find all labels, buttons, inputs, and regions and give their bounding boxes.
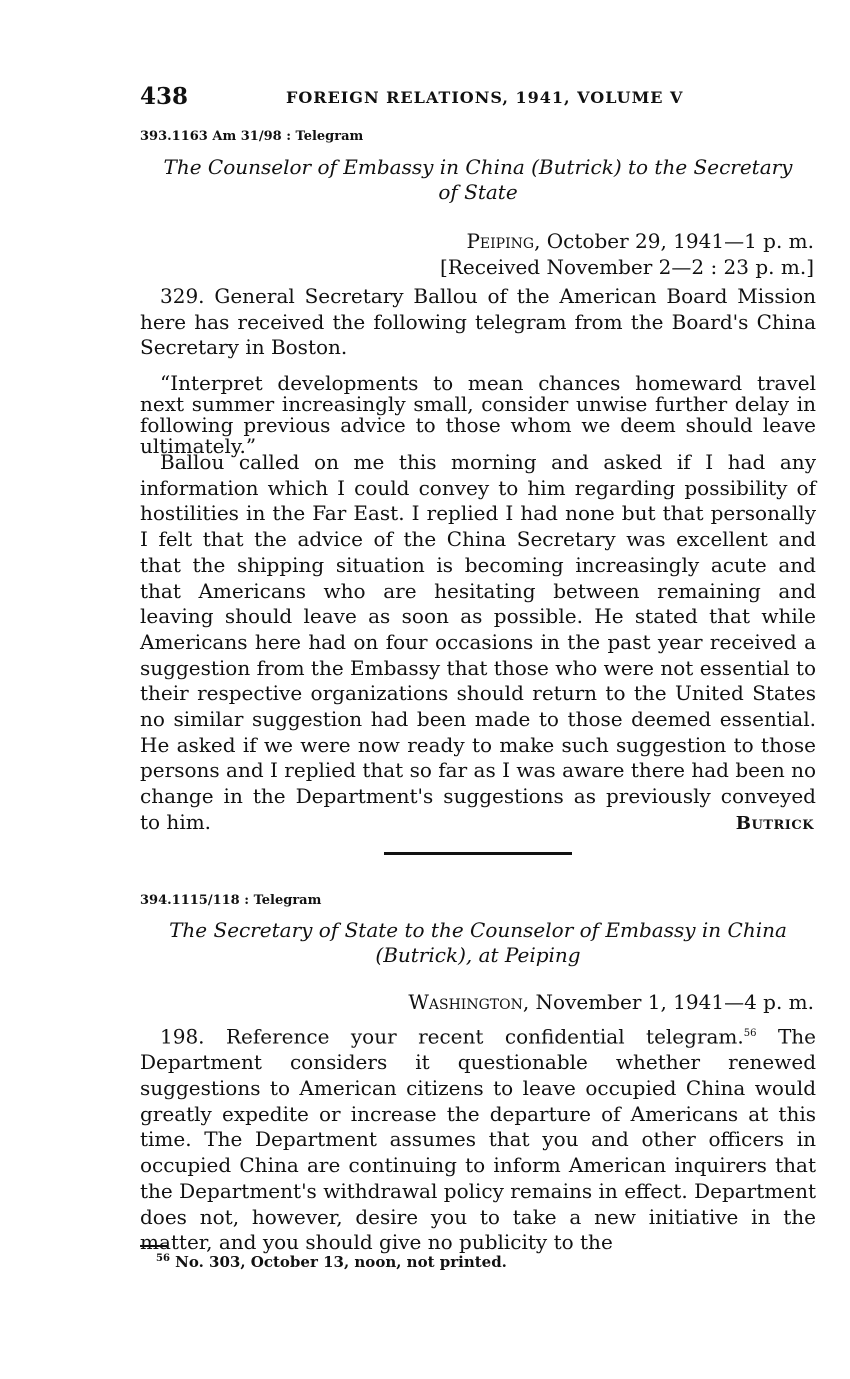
title-line: The Counselor of Embassy in China (Butrick) to the Secretary (163, 155, 793, 179)
footnote-divider (140, 1245, 168, 1247)
signature: Butrick (735, 813, 814, 834)
running-title: FOREIGN RELATIONS, 1941, VOLUME V (286, 88, 684, 107)
place-name: Peiping (466, 229, 535, 253)
section-divider (384, 852, 572, 855)
file-reference: 394.1115/118 : Telegram (140, 893, 322, 908)
title-line: of State (438, 180, 518, 204)
footnote-reference[interactable]: 56 (743, 1028, 757, 1039)
paragraph-start: 198. Reference your recent confidential telegram. (160, 1024, 744, 1049)
body-paragraph: Ballou called on me this morning and asked if I had any information which I could convey to him regarding possibility of hostilities in the Far East. I replied I had none but that personally I felt that the advice of the China Secretary was excellent and that the shipping situation is becoming increasingly acute and that Americans who are hesitating between remaining and leaving should leave as soon as possible. He stated that while Americans here had on four occasions in the past year received a suggestion from the Embassy that those who were not essential to their respective organizations should return to the United States no similar suggestion had been made to those deemed essential. He asked if we were now ready to make such suggestion to those persons and I replied that so far as I was aware there had been no change in the Department's suggestions as previously conveyed to him. (140, 450, 816, 834)
quoted-telegram: “Interpret developments to mean chances homeward travel next summer increasingly small, consider unwise further delay in following previous advice to those whom we deem should leave ultimately.” (140, 371, 816, 458)
file-reference: 393.1163 Am 31/98 : Telegram (140, 129, 364, 144)
title-line: (Butrick), at Peiping (375, 943, 581, 967)
received-line: [Received November 2—2 : 23 p. m.] (440, 255, 814, 279)
document-title (140, 918, 816, 968)
page-number: 438 (140, 83, 189, 110)
date-text: , November 1, 1941—4 p. m. (522, 990, 814, 1014)
body-paragraph (140, 1021, 816, 1256)
footnote-marker: 56 (156, 1253, 170, 1264)
document-title (140, 155, 816, 205)
body-paragraph: 329. General Secretary Ballou of the American Board Mission here has received the following telegram from the Board's China Secretary in Boston. (140, 284, 816, 360)
footnote-text: No. 303, October 13, noon, not printed. (169, 1253, 507, 1271)
dateline (408, 990, 814, 1015)
title-line: The Secretary of State to the Counselor of Embassy in China (169, 918, 787, 942)
date-text: , October 29, 1941—1 p. m. (534, 229, 814, 253)
place-name: Washington (408, 990, 523, 1014)
footnote (156, 1253, 507, 1271)
dateline (466, 229, 814, 254)
paragraph-rest: The Department considers it questionable whether renewed suggestions to American citizens to leave occupied China would greatly expedite or increase the departure of Americans at this time. The Department assumes that you and other officers in occupied China are continuing to inform American inquirers that the Department's withdrawal policy remains in effect. Department does not, however, desire you to take a new initiative in the matter, and you should give no publicity to the (140, 1024, 816, 1255)
